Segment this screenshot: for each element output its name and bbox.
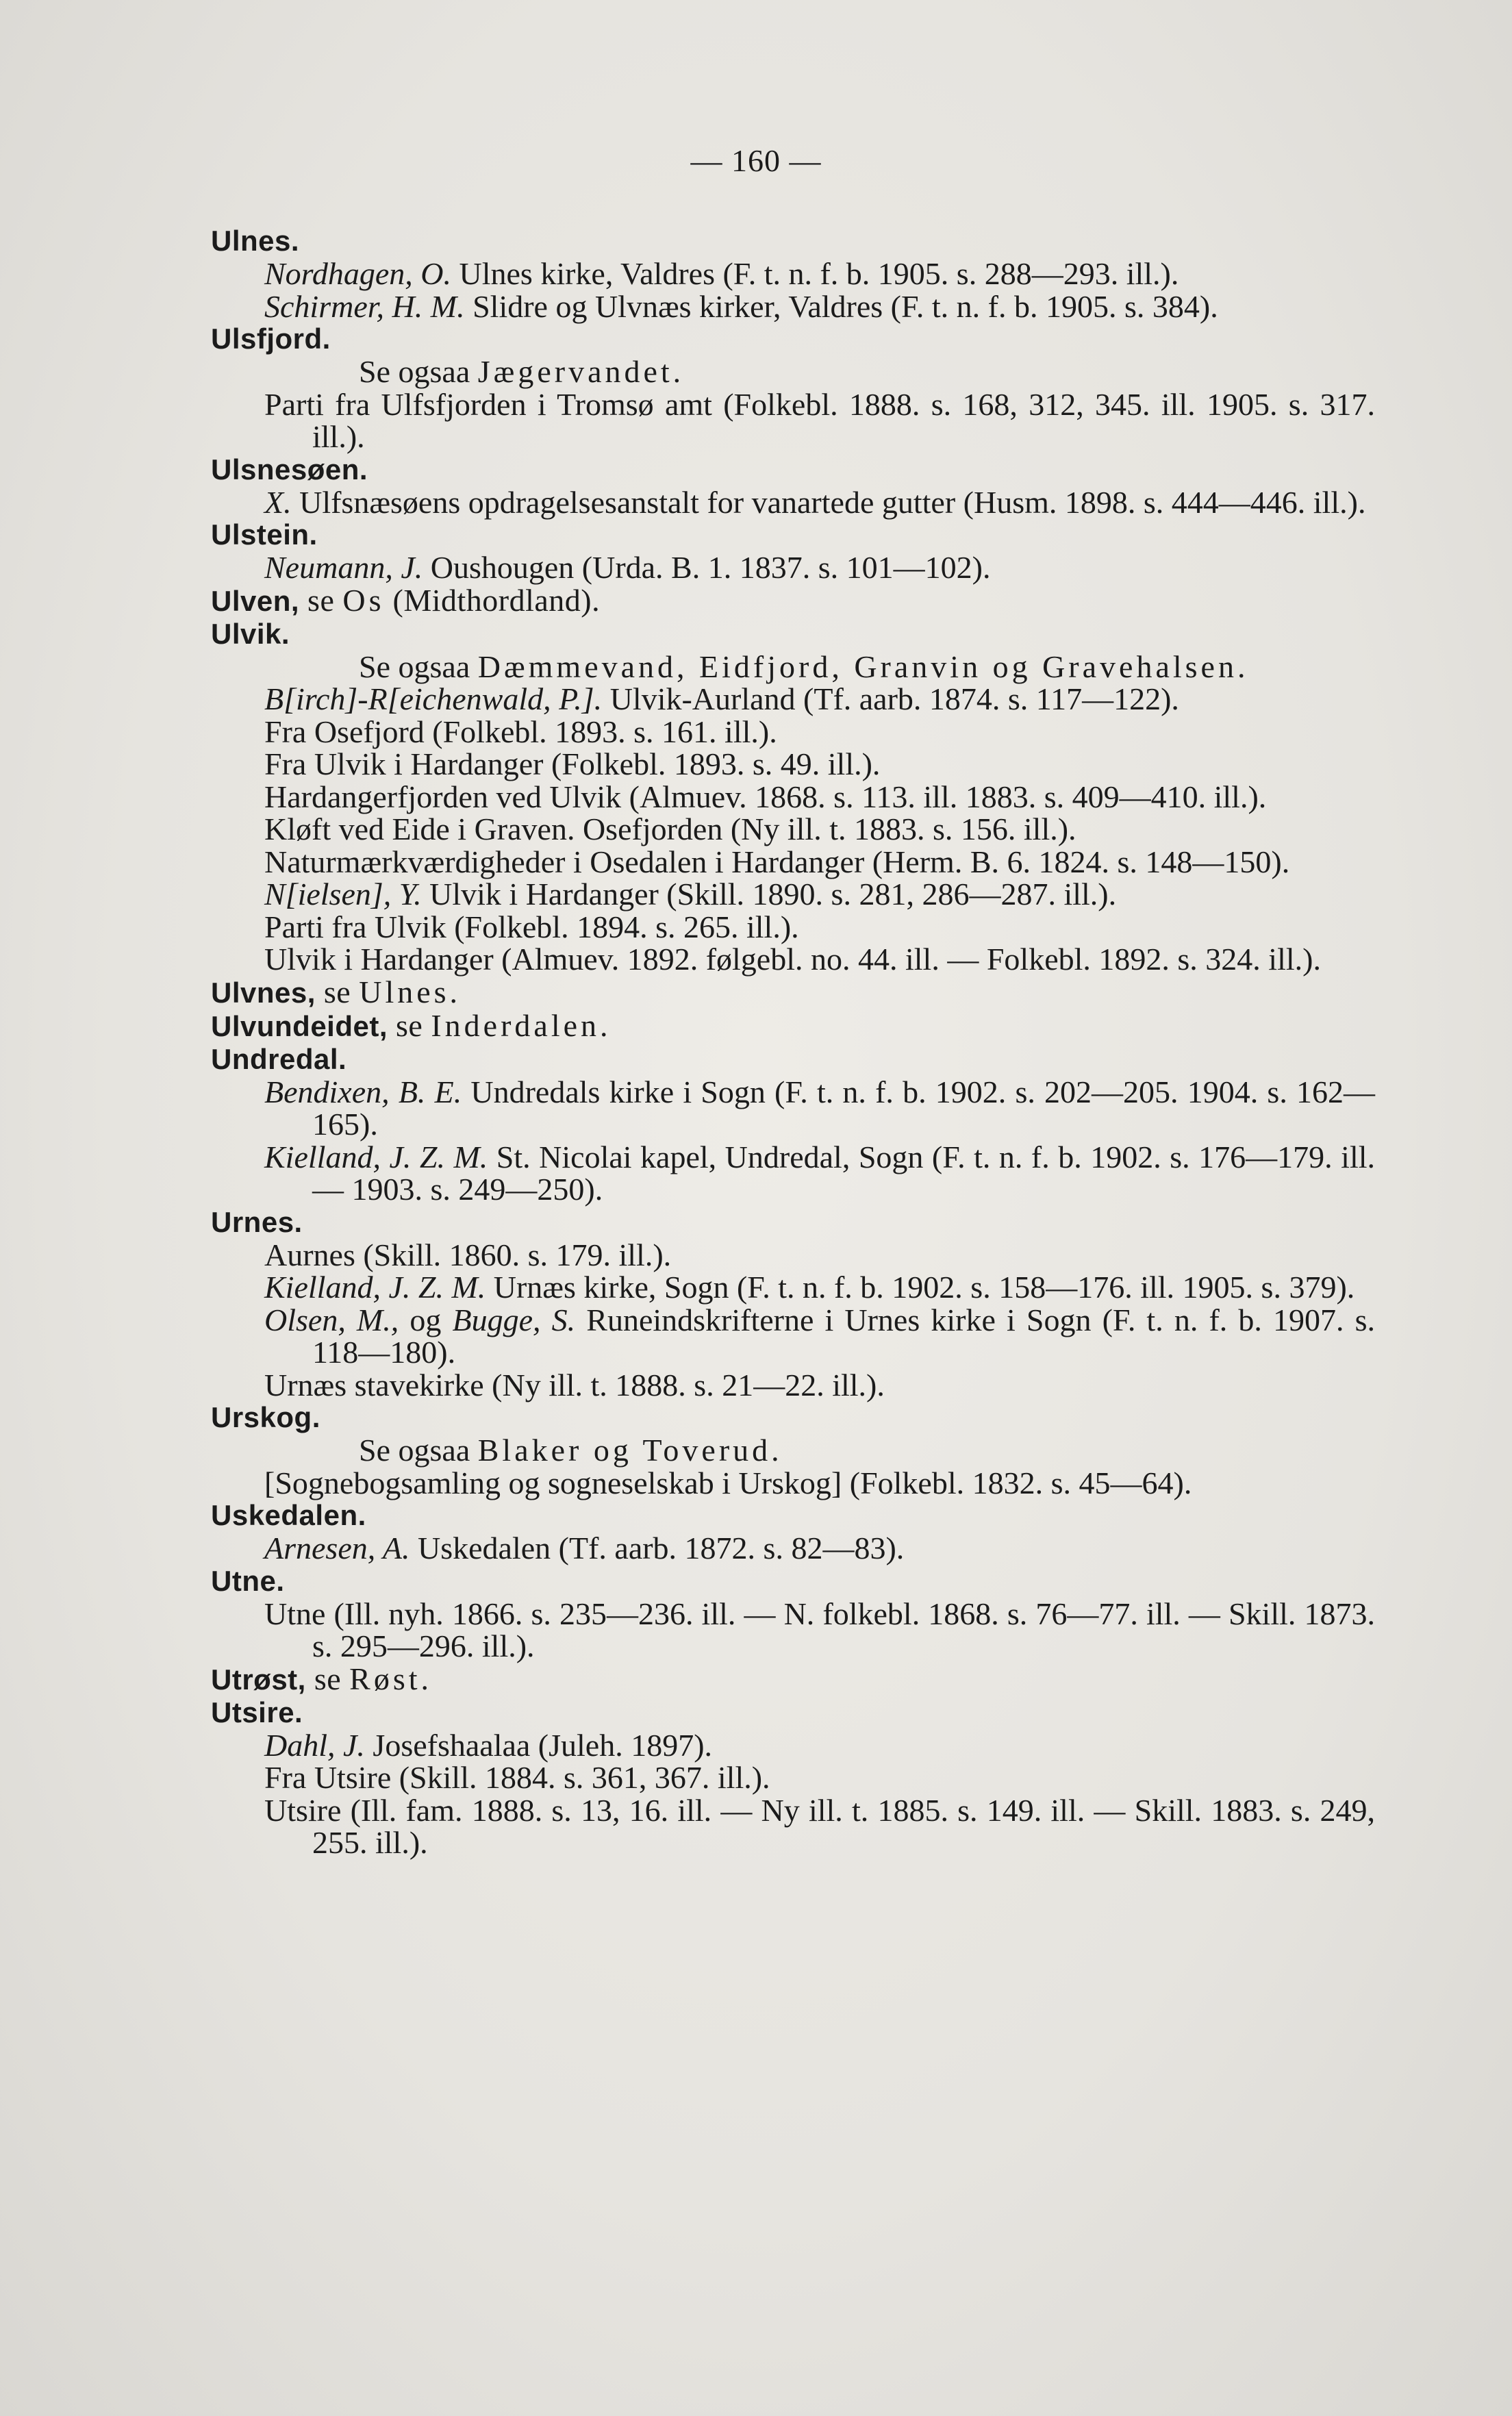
reference-text: Naturmærkværdigheder i Osedalen i Hardanger (Herm. B. 6. 1824. s. 148—150). <box>264 844 1290 879</box>
see-tail: (Midthordland). <box>384 582 601 618</box>
reference-text: Ulfsnæsøens opdragelsesanstalt for vanartede gutter (Husm. 1898. s. 444—446. ill.). <box>291 484 1366 520</box>
index-entry <box>211 584 1375 618</box>
entry-heading-cross-reference <box>211 1663 1375 1696</box>
reference-line <box>211 781 1375 814</box>
entry-heading: Ulvundeidet, <box>211 1009 388 1042</box>
see-label: se <box>299 582 343 618</box>
reference-text: Runeindskrifterne i Urnes kirke i Sogn (F. t. n. f. b. 1907. s. 118—180). <box>312 1302 1376 1370</box>
see-also-line <box>211 1434 1375 1467</box>
index-entries <box>211 225 1375 1859</box>
reference-text: Aurnes (Skill. 1860. s. 179. ill.). <box>264 1237 672 1272</box>
index-entry <box>211 1696 1375 1859</box>
index-entry <box>211 1043 1375 1206</box>
reference-line <box>211 716 1375 748</box>
index-entry <box>211 1009 1375 1043</box>
entry-heading: Ulvnes, <box>211 976 316 1009</box>
reference-text: Oushougen (Urda. B. 1. 1837. s. 101—102). <box>423 550 991 585</box>
reference-text: Hardangerfjorden ved Ulvik (Almuev. 1868. s. 113. ill. 1883. s. 409—410. ill.). <box>264 779 1267 814</box>
entry-heading: Ulsnesøen. <box>211 453 368 486</box>
index-entry <box>211 618 1375 976</box>
page-number: — 160 — <box>690 143 822 178</box>
author-name: Kielland, J. Z. M. <box>264 1139 488 1174</box>
index-entry <box>211 518 1375 584</box>
index-entry <box>211 1663 1375 1696</box>
reference-text: Kløft ved Eide i Graven. Osefjorden (Ny ill. t. 1883. s. 156. ill.). <box>264 811 1076 846</box>
reference-line <box>211 1141 1375 1206</box>
reference-text: Fra Utsire (Skill. 1884. s. 361, 367. ill.). <box>264 1760 770 1795</box>
reference-text: St. Nicolai kapel, Undredal, Sogn (F. t. n. f. b. 1902. s. 176—179. ill. — 1903. s. 249—250). <box>312 1139 1375 1207</box>
author-name: N[ielsen], Y. <box>264 877 422 911</box>
reference-text: Ulvik i Hardanger (Skill. 1890. s. 281, 286—287. ill.). <box>421 877 1117 911</box>
entry-heading: Ulvik. <box>211 617 290 650</box>
see-reference: Os <box>342 582 385 618</box>
reference-text: Slidre og Ulvnæs kirker, Valdres (F. t. n. f. b. 1905. s. 384). <box>464 288 1218 324</box>
reference-line <box>211 1304 1375 1369</box>
reference-text: Uskedalen (Tf. aarb. 1872. s. 82—83). <box>410 1531 905 1565</box>
reference-line <box>211 290 1375 323</box>
entry-heading-cross-reference <box>211 584 1375 618</box>
author-name: Arnesen, A. <box>264 1531 410 1565</box>
co-author-name: Bugge, S. <box>452 1302 576 1337</box>
see-also-label: Se ogsaa <box>359 649 478 684</box>
reference-line <box>211 878 1375 911</box>
reference-line <box>211 1598 1375 1663</box>
see-reference: Røst. <box>349 1661 433 1696</box>
entry-heading: Uskedalen. <box>211 1499 366 1531</box>
author-name: Bendixen, B. E. <box>264 1074 462 1109</box>
see-also-line <box>211 355 1375 388</box>
index-entry <box>211 1565 1375 1663</box>
entry-heading: Utsire. <box>211 1696 303 1728</box>
reference-text: Ulvik-Aurland (Tf. aarb. 1874. s. 117—122). <box>602 681 1179 716</box>
reference-line <box>211 943 1375 976</box>
reference-text: Fra Osefjord (Folkebl. 1893. s. 161. ill.). <box>264 714 777 749</box>
entry-heading: Utne. <box>211 1564 285 1597</box>
reference-text: Urnæs stavekirke (Ny ill. t. 1888. s. 21—22. ill.). <box>264 1367 885 1402</box>
reference-line <box>211 1369 1375 1402</box>
see-also-reference: Jægervandet. <box>477 354 685 389</box>
see-label: se <box>305 1661 350 1696</box>
see-also-label: Se ogsaa <box>359 1433 478 1468</box>
reference-line <box>211 388 1375 453</box>
entry-heading: Undredal. <box>211 1042 347 1075</box>
reference-line <box>211 1761 1375 1794</box>
entry-heading: Urskog. <box>211 1401 320 1433</box>
reference-line <box>211 911 1375 944</box>
author-name: Olsen, M., <box>264 1302 399 1337</box>
index-entry <box>211 225 1375 323</box>
reference-text: Undredals kirke i Sogn (F. t. n. f. b. 1902. s. 202—205. 1904. s. 162—165). <box>312 1074 1375 1142</box>
index-entry <box>211 323 1375 453</box>
entry-heading: Utrøst, <box>211 1663 306 1696</box>
reference-text: Utne (Ill. nyh. 1866. s. 235—236. ill. — N. folkebl. 1868. s. 76—77. ill. — Skill. 1873. s. 295—296. ill.). <box>264 1596 1375 1663</box>
author-name: B[irch]-R[eichenwald, P.]. <box>264 681 603 716</box>
entry-heading: Urnes. <box>211 1205 303 1238</box>
reference-line <box>211 813 1375 846</box>
reference-text: og <box>399 1302 453 1337</box>
reference-text: Fra Ulvik i Hardanger (Folkebl. 1893. s. 49. ill.). <box>264 746 881 781</box>
see-also-reference: Dæmmevand, Eidfjord, Granvin og Gravehalsen. <box>477 649 1249 684</box>
reference-text: Ulnes kirke, Valdres (F. t. n. f. b. 1905. s. 288—293. ill.). <box>451 256 1179 291</box>
see-also-line <box>211 651 1375 683</box>
reference-line <box>211 257 1375 290</box>
author-name: Dahl, J. <box>264 1727 365 1763</box>
reference-line <box>211 683 1375 716</box>
index-entry <box>211 1499 1375 1565</box>
reference-line <box>211 1532 1375 1565</box>
entry-heading-cross-reference <box>211 976 1375 1009</box>
author-name: Schirmer, H. M. <box>264 288 465 324</box>
reference-text: Ulvik i Hardanger (Almuev. 1892. følgebl. no. 44. ill. — Folkebl. 1892. s. 324. ill.). <box>264 942 1321 977</box>
see-label: se <box>388 1007 431 1043</box>
see-reference: Ulnes. <box>359 974 462 1009</box>
reference-text: Parti fra Ulfsfjorden i Tromsø amt (Folkebl. 1888. s. 168, 312, 345. ill. 1905. s. 317. ill.). <box>264 386 1375 454</box>
reference-text: Josefshaalaa (Juleh. 1897). <box>364 1727 713 1763</box>
entry-heading-cross-reference <box>211 1009 1375 1043</box>
index-entry <box>211 453 1375 519</box>
reference-line <box>211 551 1375 584</box>
entry-heading: Ulven, <box>211 584 300 617</box>
reference-text: Parti fra Ulvik (Folkebl. 1894. s. 265. ill.). <box>264 909 799 944</box>
index-entry <box>211 1401 1375 1499</box>
see-label: se <box>315 974 360 1009</box>
index-entry <box>211 976 1375 1009</box>
see-also-reference: Blaker og Toverud. <box>477 1433 783 1468</box>
author-name: X. <box>264 484 292 520</box>
author-name: Kielland, J. Z. M. <box>264 1270 486 1305</box>
reference-line <box>211 1467 1375 1500</box>
reference-line <box>211 846 1375 879</box>
reference-text: Urnæs kirke, Sogn (F. t. n. f. b. 1902. s. 158—176. ill. 1905. s. 379). <box>486 1270 1355 1305</box>
see-also-label: Se ogsaa <box>359 354 478 389</box>
author-name: Neumann, J. <box>264 550 423 585</box>
entry-heading: Ulnes. <box>211 225 300 257</box>
author-name: Nordhagen, O. <box>264 256 452 291</box>
reference-line <box>211 1076 1375 1141</box>
reference-line <box>211 748 1375 781</box>
reference-line <box>211 1239 1375 1272</box>
entry-heading: Ulsfjord. <box>211 323 331 355</box>
reference-line <box>211 1271 1375 1304</box>
reference-line <box>211 1794 1375 1859</box>
reference-line <box>211 1729 1375 1762</box>
reference-text: Utsire (Ill. fam. 1888. s. 13, 16. ill. — Ny ill. t. 1885. s. 149. ill. — Skill. 1883. s. 249, 255. ill.). <box>264 1792 1375 1860</box>
reference-line <box>211 486 1375 519</box>
see-reference: Inderdalen. <box>431 1007 612 1043</box>
entry-heading: Ulstein. <box>211 518 318 551</box>
reference-text: [Sognebogsamling og sogneselskab i Urskog] (Folkebl. 1832. s. 45—64). <box>264 1465 1192 1500</box>
index-entry <box>211 1206 1375 1402</box>
